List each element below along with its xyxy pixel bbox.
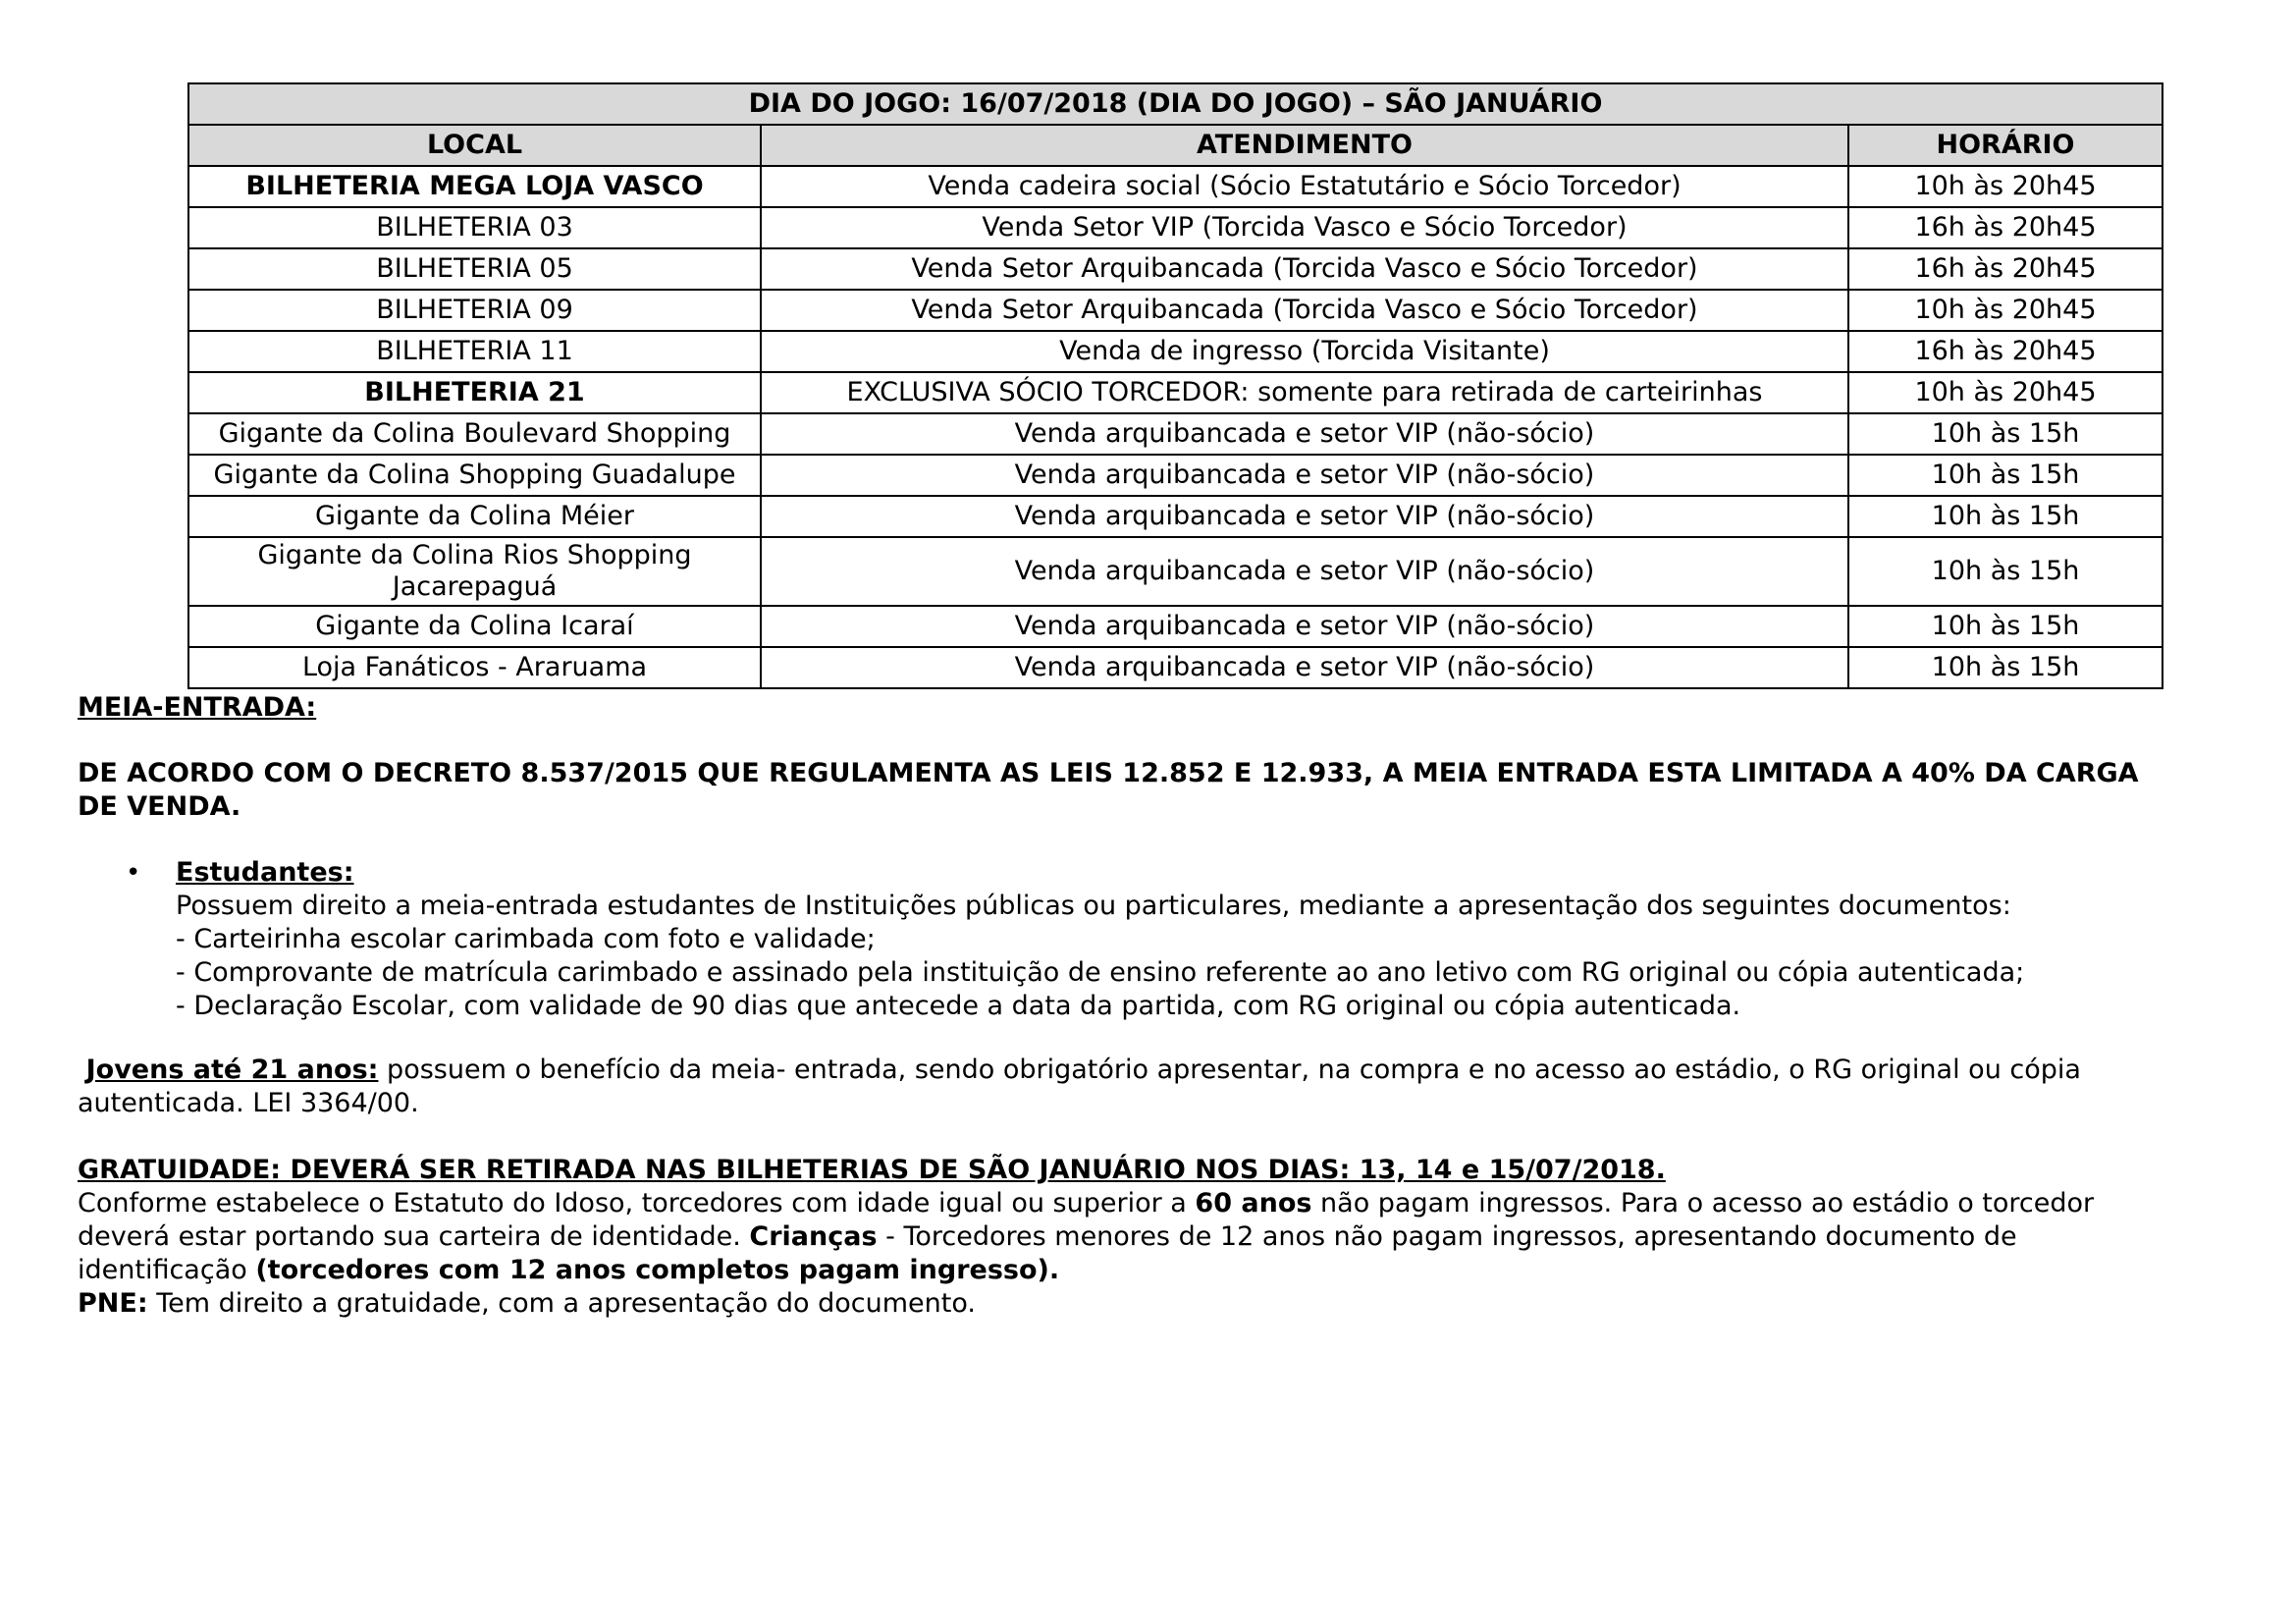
cell-local: BILHETERIA 05 <box>188 248 761 290</box>
cell-atendimento: Venda de ingresso (Torcida Visitante) <box>761 331 1848 372</box>
gratuidade-section <box>78 1154 2094 1321</box>
cell-atendimento: Venda Setor VIP (Torcida Vasco e Sócio Torcedor) <box>761 207 1848 248</box>
meia-entrada-heading: MEIA-ENTRADA: <box>78 692 317 723</box>
students-doc-item: - Carteirinha escolar carimbada com foto e validade; <box>176 924 876 954</box>
cell-atendimento: Venda Setor Arquibancada (Torcida Vasco e Sócio Torcedor) <box>761 290 1848 331</box>
cell-horario: 10h às 15h <box>1848 647 2163 688</box>
table-row <box>188 606 2163 647</box>
cell-horario: 16h às 20h45 <box>1848 248 2163 290</box>
cell-atendimento: Venda arquibancada e setor VIP (não-sócio) <box>761 455 1848 496</box>
jovens-line-1 <box>78 1054 2081 1087</box>
cell-horario: 10h às 20h45 <box>1848 166 2163 207</box>
pne-text: Tem direito a gratuidade, com a apresentação do documento. <box>147 1288 976 1319</box>
cell-atendimento: Venda arquibancada e setor VIP (não-sócio) <box>761 537 1848 606</box>
table-row <box>188 207 2163 248</box>
cell-horario: 10h às 15h <box>1848 496 2163 537</box>
students-content <box>176 856 2024 1023</box>
cell-local-line1: Gigante da Colina Rios Shopping <box>257 540 692 570</box>
gratuidade-text: não pagam ingressos. Para o acesso ao estádio o torcedor <box>1311 1188 2095 1218</box>
gratuidade-line-3 <box>78 1254 2094 1287</box>
cell-local: Loja Fanáticos - Araruama <box>188 647 761 688</box>
cell-horario: 16h às 20h45 <box>1848 207 2163 248</box>
cell-local: BILHETERIA 03 <box>188 207 761 248</box>
gratuidade-heading: GRATUIDADE: DEVERÁ SER RETIRADA NAS BILHETERIAS DE SÃO JANUÁRIO NOS DIAS: 13, 14 e 15/07/2018. <box>78 1155 1666 1185</box>
jovens-paragraph <box>78 1054 2081 1120</box>
jovens-text: possuem o benefício da meia- entrada, sendo obrigatório apresentar, na compra e no acesso ao estádio, o RG original ou cópia <box>378 1055 2081 1085</box>
cell-atendimento: Venda arquibancada e setor VIP (não-sócio) <box>761 413 1848 455</box>
cell-local: BILHETERIA 11 <box>188 331 761 372</box>
cell-horario: 16h às 20h45 <box>1848 331 2163 372</box>
students-intro: Possuem direito a meia-entrada estudantes de Instituições públicas ou particulares, mediante a apresentação dos seguintes documentos: <box>176 891 2011 921</box>
gratuidade-text: - Torcedores menores de 12 anos não pagam ingressos, apresentando documento de <box>877 1221 2017 1252</box>
table-row <box>188 496 2163 537</box>
jovens-label: Jovens até 21 anos: <box>85 1055 379 1085</box>
cell-local: BILHETERIA MEGA LOJA VASCO <box>188 166 761 207</box>
gratuidade-text: Conforme estabelece o Estatuto do Idoso, torcedores com idade igual ou superior a <box>78 1188 1196 1218</box>
cell-atendimento: Venda Setor Arquibancada (Torcida Vasco e Sócio Torcedor) <box>761 248 1848 290</box>
cell-local: BILHETERIA 21 <box>188 372 761 413</box>
table-title-row <box>188 83 2163 125</box>
cell-horario: 10h às 20h45 <box>1848 290 2163 331</box>
table-row <box>188 248 2163 290</box>
decree-paragraph <box>78 757 2139 824</box>
cell-local: Gigante da Colina Icaraí <box>188 606 761 647</box>
jovens-line-2: autenticada. LEI 3364/00. <box>78 1088 419 1118</box>
table-row <box>188 372 2163 413</box>
gratuidade-emphasis: Crianças <box>749 1221 878 1252</box>
cell-local: BILHETERIA 09 <box>188 290 761 331</box>
table-row <box>188 290 2163 331</box>
header-local: LOCAL <box>188 125 761 166</box>
gratuidade-text: deverá estar portando sua carteira de identidade. <box>78 1221 750 1252</box>
cell-local: Gigante da Colina Shopping Guadalupe <box>188 455 761 496</box>
pne-label: PNE: <box>78 1288 148 1319</box>
table-row <box>188 455 2163 496</box>
cell-atendimento: Venda arquibancada e setor VIP (não-sócio) <box>761 647 1848 688</box>
table-row <box>188 166 2163 207</box>
cell-local: Gigante da Colina Méier <box>188 496 761 537</box>
cell-atendimento: Venda arquibancada e setor VIP (não-sócio) <box>761 496 1848 537</box>
header-horario: HORÁRIO <box>1848 125 2163 166</box>
gratuidade-emphasis: (torcedores com 12 anos completos pagam ingresso). <box>255 1255 1060 1285</box>
table-title: DIA DO JOGO: 16/07/2018 (DIA DO JOGO) – SÃO JANUÁRIO <box>188 83 2163 125</box>
cell-local <box>188 537 761 606</box>
header-atendimento: ATENDIMENTO <box>761 125 1848 166</box>
students-doc-item: - Comprovante de matrícula carimbado e assinado pela instituição de ensino referente ao ano letivo com RG original ou cópia autenticada; <box>176 957 2025 988</box>
cell-horario: 10h às 15h <box>1848 606 2163 647</box>
pne-line <box>78 1287 2094 1321</box>
decree-line-1: DE ACORDO COM O DECRETO 8.537/2015 QUE REGULAMENTA AS LEIS 12.852 E 12.933, A MEIA ENTRADA ESTA LIMITADA A 40% DA CARGA <box>78 758 2139 788</box>
schedule-table <box>187 82 2163 689</box>
gratuidade-text: identificação <box>78 1255 256 1285</box>
bullet-icon: • <box>126 858 141 888</box>
students-doc-item: - Declaração Escolar, com validade de 90 dias que antecede a data da partida, com RG original ou cópia autenticada. <box>176 991 1741 1021</box>
table-row <box>188 413 2163 455</box>
table-row <box>188 331 2163 372</box>
cell-horario: 10h às 15h <box>1848 413 2163 455</box>
cell-atendimento: Venda arquibancada e setor VIP (não-sócio) <box>761 606 1848 647</box>
table-row <box>188 537 2163 606</box>
table-row <box>188 647 2163 688</box>
cell-local: Gigante da Colina Boulevard Shopping <box>188 413 761 455</box>
students-heading: Estudantes: <box>176 857 354 888</box>
gratuidade-line-2 <box>78 1220 2094 1254</box>
cell-horario: 10h às 20h45 <box>1848 372 2163 413</box>
table-header-row <box>188 125 2163 166</box>
gratuidade-line-1 <box>78 1187 2094 1220</box>
cell-local-line2: Jacarepaguá <box>392 571 558 602</box>
cell-atendimento: Venda cadeira social (Sócio Estatutário e Sócio Torcedor) <box>761 166 1848 207</box>
cell-horario: 10h às 15h <box>1848 537 2163 606</box>
cell-horario: 10h às 15h <box>1848 455 2163 496</box>
gratuidade-emphasis: 60 anos <box>1195 1188 1312 1218</box>
cell-atendimento: EXCLUSIVA SÓCIO TORCEDOR: somente para retirada de carteirinhas <box>761 372 1848 413</box>
decree-line-2: DE VENDA. <box>78 791 241 822</box>
